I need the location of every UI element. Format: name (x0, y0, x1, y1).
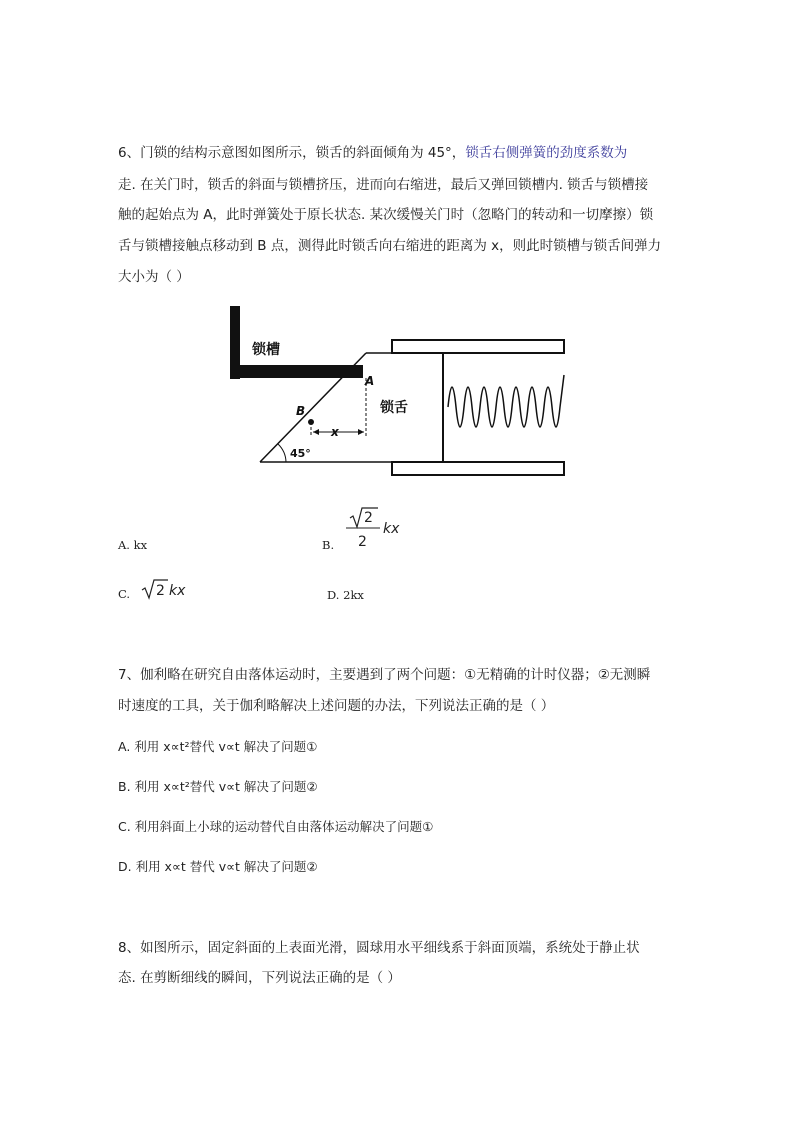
q6-option-b-radicand: 2 (364, 510, 373, 526)
q6-option-b-denominator: 2 (358, 534, 367, 550)
q6-option-d: D. 2kx (327, 588, 364, 602)
q7-option-d: D. 利用 x∝t 替代 v∝t 解决了问题② (118, 859, 318, 874)
q7-option-c: C. 利用斜面上小球的运动替代自由落体运动解决了问题① (118, 819, 434, 834)
housing-bottom (392, 462, 564, 475)
q6-option-a: A. kx (118, 538, 148, 552)
x-arrow-right (358, 429, 364, 435)
groove-label: 锁槽 (252, 342, 280, 358)
q6-option-b-kx: kx (383, 521, 400, 537)
q7-line-2: 时速度的工具，关于伽利略解决上述问题的办法，下列说法正确的是（ ） (118, 698, 555, 714)
q8-line-2: 态. 在剪断细线的瞬间，下列说法正确的是（ ） (118, 970, 401, 986)
q6-option-b-fraction (340, 506, 410, 552)
label-A: A (365, 374, 375, 388)
q7-option-a: A. 利用 x∝t²替代 v∝t 解决了问题① (118, 739, 318, 754)
q6-option-c-kx: kx (169, 583, 186, 599)
q6-line-4: 舌与锁槽接触点移动到 B 点，测得此时锁舌向右缩进的距离为 x，则此时锁槽与锁舌间弹力 (118, 238, 662, 254)
angle-arc (278, 444, 286, 462)
tongue-label: 锁舌 (380, 400, 408, 416)
q6-option-c-radicand: 2 (156, 583, 165, 599)
q8-line-1: 8、如图所示，固定斜面的上表面光滑，圆球用水平细线系于斜面顶端，系统处于静止状 (118, 940, 640, 956)
q6-line-1-text: 6、门锁的结构示意图如图所示，锁舌的斜面倾角为 45°， (118, 145, 466, 161)
q7-line-1: 7、伽利略在研究自由落体运动时，主要遇到了两个问题：①无精确的计时仪器；②无测瞬 (118, 667, 651, 683)
q6-option-b-prefix: B. (322, 538, 335, 552)
q6-line-1-blue: 锁舌右侧弹簧的劲度系数为 (465, 145, 628, 161)
q6-option-c-prefix: C. (118, 587, 131, 601)
q6-line-1 (118, 143, 627, 163)
label-x: x (331, 425, 339, 439)
q6-line-3: 触的起始点为 A，此时弹簧处于原长状态. 某次缓慢关门时（忽略门的转动和一切摩擦）锁 (118, 207, 654, 223)
q6-line-5: 大小为（ ） (118, 269, 190, 285)
label-B: B (296, 404, 306, 418)
q6-option-c-expr (140, 578, 210, 602)
q6-line-2: 走. 在关门时，锁舌的斜面与锁槽挤压，进而向右缩进，最后又弹回锁槽内. 锁舌与锁槽接 (118, 177, 649, 193)
housing-top (392, 340, 564, 353)
q6-option-c (118, 578, 238, 608)
lock-diagram (230, 303, 570, 493)
x-arrow-left (313, 429, 319, 435)
q7-option-b: B. 利用 x∝t²替代 v∝t 解决了问题② (118, 779, 318, 794)
spring (448, 375, 564, 427)
angle-label: 45° (290, 447, 311, 460)
